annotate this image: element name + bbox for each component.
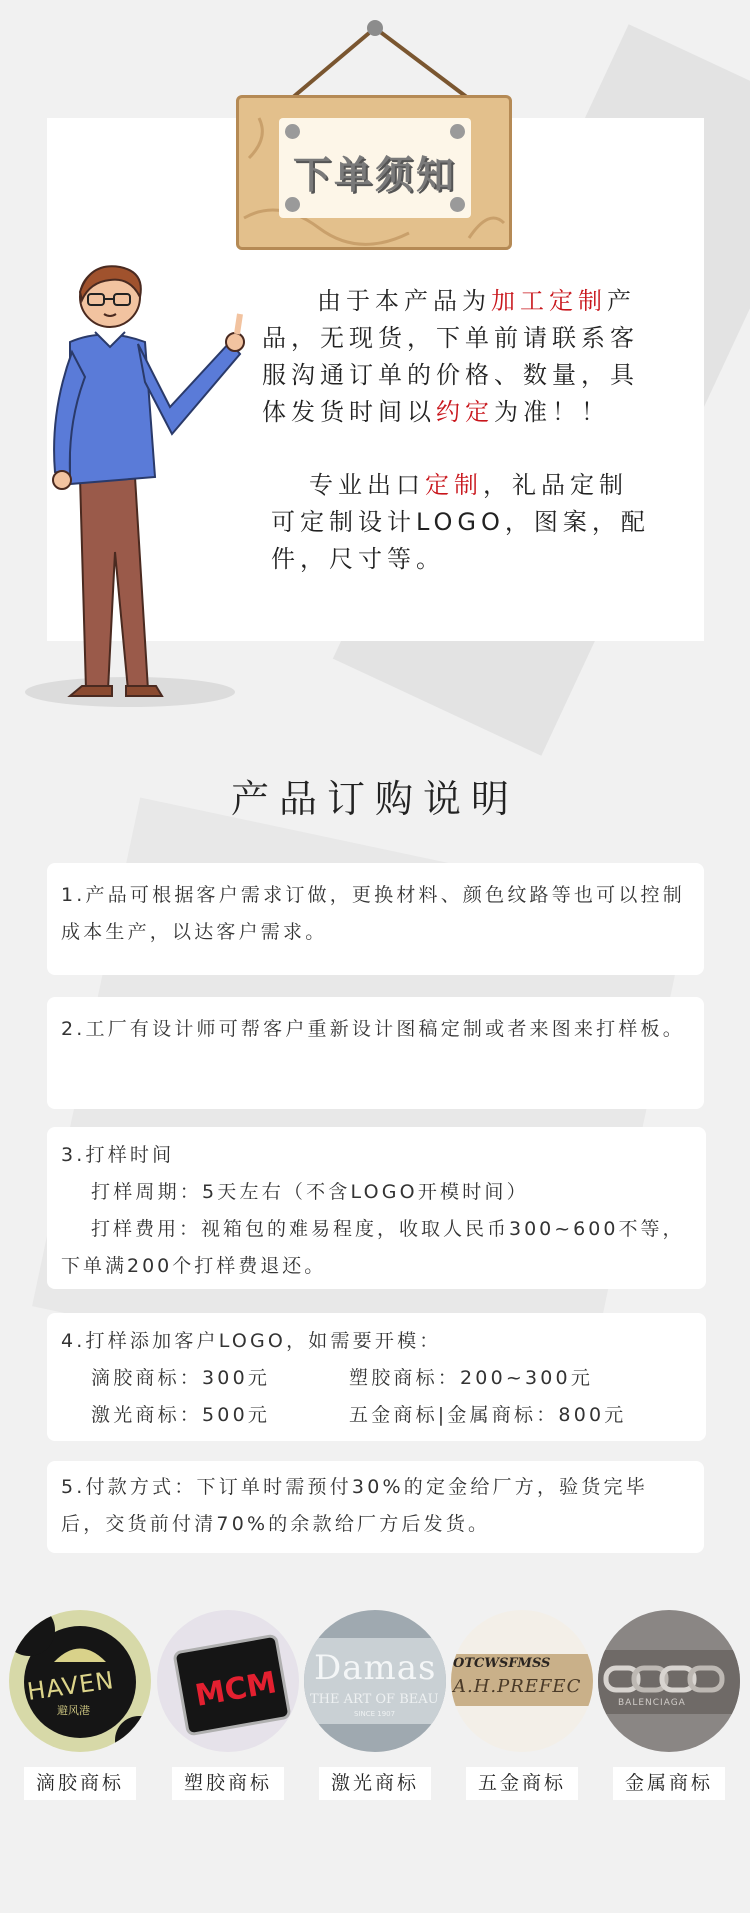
plastic-logo-text: MCM	[192, 1665, 280, 1714]
order-item-2	[47, 997, 704, 1109]
price-row	[61, 1360, 694, 1397]
plastic-price: 塑胶商标：200~300元	[349, 1367, 594, 1389]
drip-price: 滴胶商标：300元	[91, 1367, 271, 1389]
notice-title: 下单须知	[292, 153, 457, 197]
notice-line	[262, 283, 687, 320]
order-item-title: 3.打样时间	[61, 1144, 175, 1166]
notice-line: 品，无现货，下单前请联系客	[262, 324, 639, 352]
screw-icon	[450, 124, 465, 139]
notice-line: 件，尺寸等。	[271, 545, 445, 573]
drip-label-image	[9, 1610, 151, 1752]
sample-metal	[598, 1610, 740, 1794]
price-row	[61, 1397, 694, 1434]
notice-line	[271, 467, 681, 504]
notice-line: 可定制设计LOGO，图案，配	[271, 508, 650, 536]
drip-sub-text: 避风港	[57, 1704, 90, 1717]
laser-label-image	[304, 1610, 446, 1752]
section-title: 产品订购说明	[230, 777, 519, 821]
highlight-text: 定制	[425, 471, 483, 499]
notice-line	[262, 394, 687, 431]
hardware-line-1: OTCWSFMSS	[453, 1656, 551, 1671]
screw-icon	[285, 124, 300, 139]
notice-sign	[236, 95, 512, 250]
nail-icon	[367, 20, 383, 36]
laser-price: 激光商标：500元	[91, 1404, 271, 1426]
metal-chain-graphic	[598, 1610, 740, 1752]
sample-cycle-text: 打样周期：5天左右（不含LOGO开模时间）	[91, 1181, 529, 1203]
screw-icon	[450, 197, 465, 212]
laser-logo-text: Damas	[314, 1648, 437, 1688]
order-item-4	[47, 1313, 706, 1441]
metal-price: 五金商标|金属商标：800元	[349, 1404, 627, 1426]
text-span: 专业出口	[309, 471, 425, 499]
notice-line: 服沟通订单的价格、数量，具	[262, 361, 639, 389]
sign-plate	[279, 118, 471, 218]
sample-gallery	[0, 1610, 750, 1794]
order-item-text: 1.产品可根据客户需求订做，更换材料、颜色纹路等也可以控制成本生产，以达客户需求。	[61, 884, 685, 943]
sample-label: 金属商标	[613, 1767, 725, 1800]
order-item-1	[47, 863, 704, 975]
sample-laser	[304, 1610, 446, 1794]
highlight-text: 加工定制	[491, 287, 607, 315]
text-span: 为准！！	[494, 398, 610, 426]
sample-drip	[9, 1610, 151, 1794]
hardware-label-image	[451, 1610, 593, 1752]
sample-hardware	[451, 1610, 593, 1794]
laser-line-2: THE ART OF BEAU	[310, 1692, 439, 1707]
text-span: 由于本产品为	[317, 287, 491, 315]
laser-line-3: SINCE 1907	[354, 1710, 396, 1718]
sample-plastic	[157, 1610, 299, 1794]
text-span: ，礼品定制	[483, 471, 628, 499]
drip-logo-text: HAVEN	[25, 1666, 116, 1706]
text-span: 体发货时间以	[262, 398, 436, 426]
text-span: 产	[607, 287, 636, 315]
order-item-title: 4.打样添加客户LOGO，如需要开模：	[61, 1330, 442, 1352]
metal-label-image	[598, 1610, 740, 1752]
sample-fee-text: 打样费用：视箱包的难易程度，收取人民币300~600不等，下单满200个打样费退还。	[61, 1218, 685, 1277]
plastic-label-image	[157, 1610, 299, 1752]
order-item-5	[47, 1461, 704, 1553]
highlight-text: 约定	[436, 398, 494, 426]
pointing-man-illustration	[20, 262, 245, 707]
metal-logo-text: BALENCIAGA	[618, 1698, 686, 1708]
sample-label: 激光商标	[319, 1767, 431, 1800]
sample-label: 滴胶商标	[24, 1767, 136, 1800]
order-item-text: 5.付款方式：下订单时需预付30%的定金给厂方，验货完毕后，交货前付清70%的余款给厂方后发货。	[61, 1476, 648, 1535]
sample-label: 五金商标	[466, 1767, 578, 1800]
notice-paragraph-1	[262, 283, 687, 431]
notice-paragraph-2	[271, 467, 681, 578]
sample-label: 塑胶商标	[172, 1767, 284, 1800]
screw-icon	[285, 197, 300, 212]
hardware-line-2: A.H.PREFEC	[453, 1676, 582, 1697]
order-item-text: 2.工厂有设计师可帮客户重新设计图稿定制或者来图来打样板。	[61, 1018, 685, 1040]
order-item-3	[47, 1127, 706, 1289]
